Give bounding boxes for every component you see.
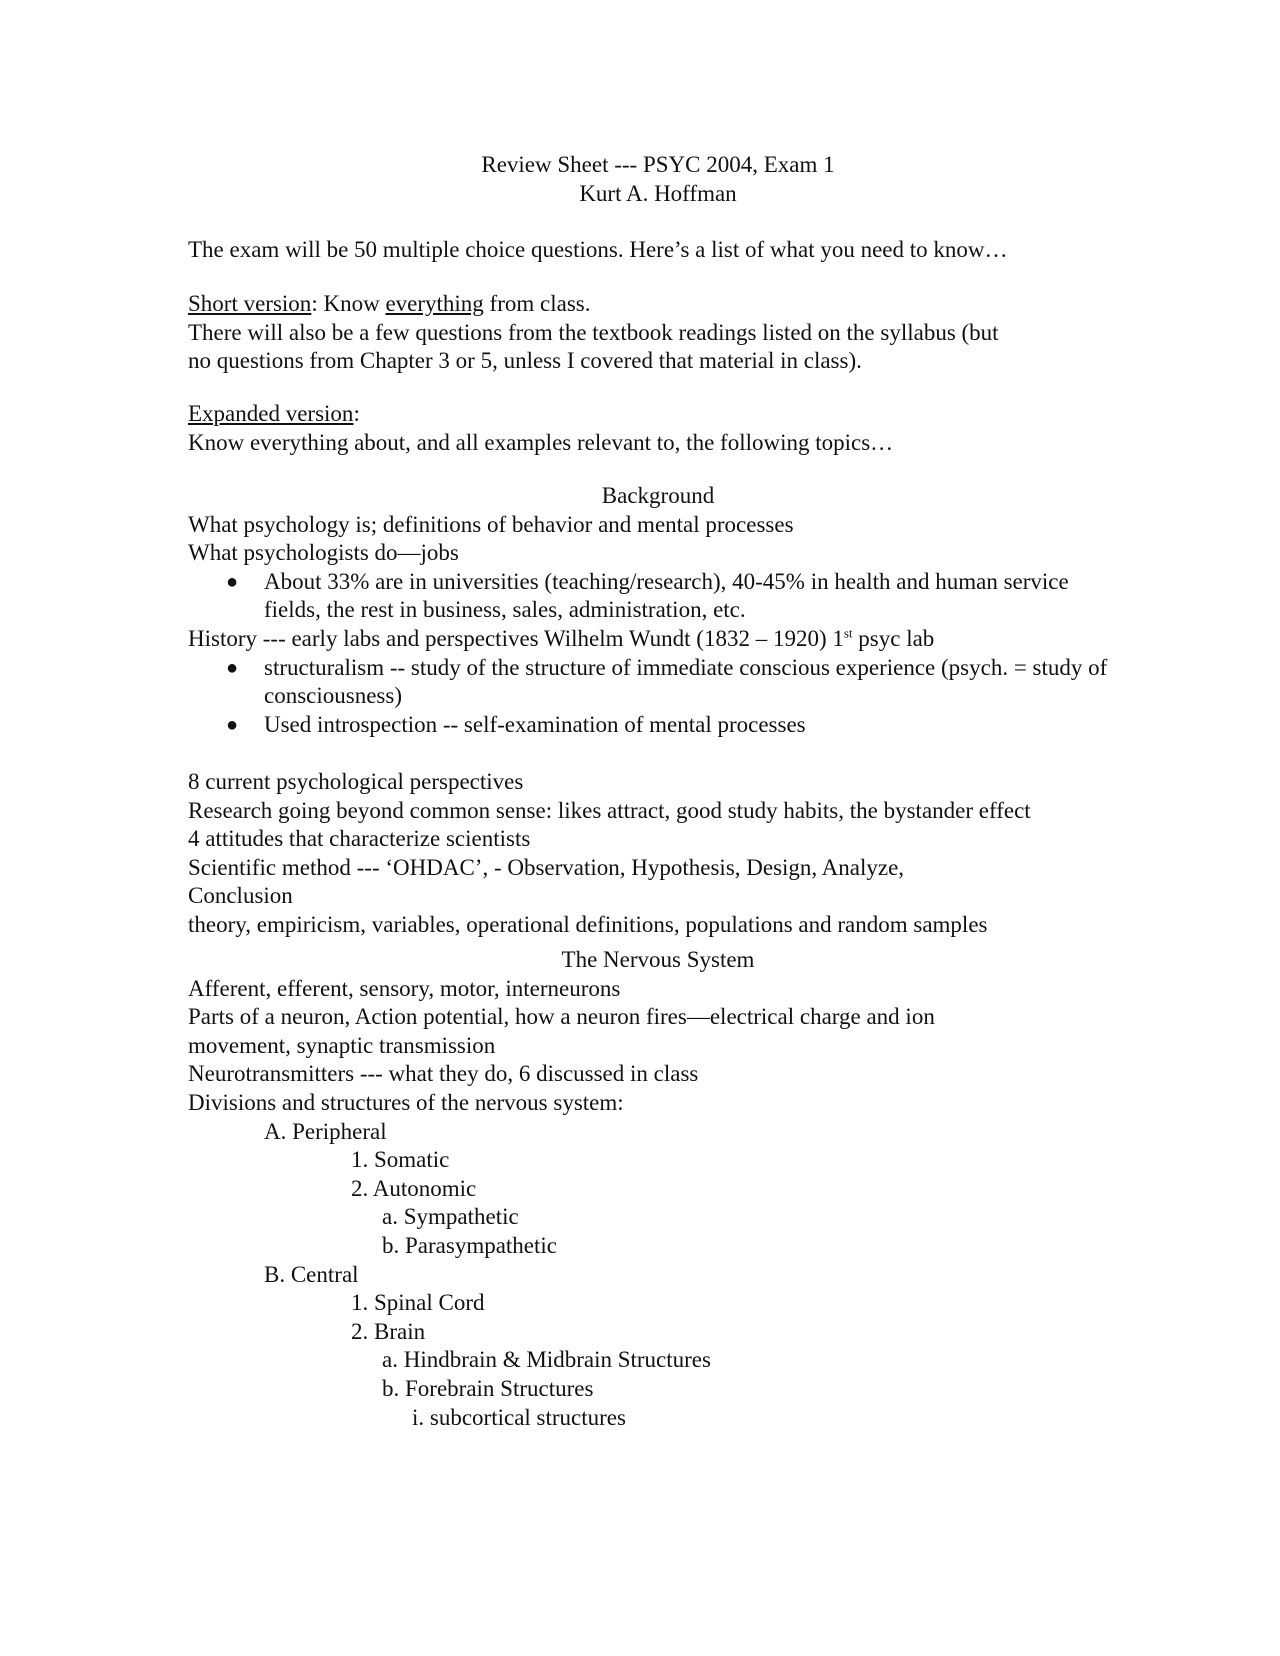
short-version-rest: from class. (483, 291, 591, 316)
outline-item: 1. Somatic (351, 1147, 450, 1173)
short-version-colon: : Know (311, 291, 386, 316)
expanded-version-label: Expanded version (188, 401, 354, 426)
background-section (188, 482, 1128, 940)
outline-item: 2. Autonomic (351, 1175, 477, 1201)
outline-item: a. Sympathetic (382, 1204, 519, 1230)
bullet-icon: ● (226, 713, 239, 736)
bullet-icon: ● (226, 656, 239, 679)
nervous-line-2: Parts of a neuron, Action potential, how a neuron fires—electrical charge and ion (188, 1004, 935, 1030)
background-heading: Background (601, 483, 715, 508)
outline-item: 2. Brain (351, 1318, 426, 1344)
bullet-icon: ● (226, 570, 239, 593)
outline-item: 1. Spinal Cord (351, 1290, 485, 1316)
expanded-version-section (188, 400, 1128, 457)
background-line-5: 4 attitudes that characterize scientists (188, 826, 531, 852)
short-version-section (188, 290, 1128, 376)
background-line-2: What psychologists do—jobs (188, 540, 459, 566)
nervous-line-4: Neurotransmitters --- what they do, 6 discussed in class (188, 1061, 699, 1087)
expanded-version-line (188, 400, 1128, 429)
expanded-version-line-2: Know everything about, and all examples relevant to, the following topics… (188, 429, 894, 455)
outline-item: A. Peripheral (264, 1118, 387, 1144)
document-title: Review Sheet --- PSYC 2004, Exam 1 (481, 152, 835, 177)
outline-item: i. subcortical structures (412, 1404, 626, 1430)
outline-item: b. Parasympathetic (382, 1232, 558, 1258)
bullet-text: About 33% are in universities (teaching/research), 40-45% in health and human service fields, the rest in business, sales, administration, etc. (264, 568, 1069, 623)
nervous-system-section (188, 946, 1128, 1432)
background-line-6: Scientific method --- ‘OHDAC’, - Observation, Hypothesis, Design, Analyze, (188, 854, 905, 880)
nervous-line-5: Divisions and structures of the nervous system: (188, 1089, 624, 1115)
list-item (188, 654, 1128, 711)
bullet-text: structuralism -- study of the structure of immediate conscious experience (psych. = study of consciousness) (264, 654, 1108, 709)
history-text: History --- early labs and perspectives Wilhelm Wundt (1832 – 1920) 1 (188, 625, 844, 651)
list-item (188, 711, 1128, 740)
nervous-line-1: Afferent, efferent, sensory, motor, interneurons (188, 975, 621, 1001)
background-line-1: What psychology is; definitions of behavior and mental processes (188, 511, 794, 537)
history-line (188, 625, 1128, 654)
background-line-7: Conclusion (188, 883, 293, 909)
outline-item: b. Forebrain Structures (382, 1375, 594, 1401)
expanded-version-colon: : (353, 401, 360, 426)
outline-item: a. Hindbrain & Midbrain Structures (382, 1347, 711, 1373)
short-version-label: Short version (188, 291, 312, 316)
document-header (188, 151, 1128, 208)
document-author: Kurt A. Hoffman (579, 180, 737, 206)
background-line-3: 8 current psychological perspectives (188, 768, 524, 794)
background-line-8: theory, empiricism, variables, operational definitions, populations and random samples (188, 911, 988, 937)
nervous-line-3: movement, synaptic transmission (188, 1032, 496, 1058)
list-item (188, 568, 1128, 625)
short-version-line-3: no questions from Chapter 3 or 5, unless I covered that material in class). (188, 348, 862, 374)
intro-text: The exam will be 50 multiple choice questions. Here’s a list of what you need to know… (188, 237, 1008, 262)
history-superscript: st (843, 625, 853, 641)
background-line-4: Research going beyond common sense: likes attract, good study habits, the bystander effect (188, 797, 1031, 823)
bullet-text: Used introspection -- self-examination of mental processes (264, 711, 806, 737)
short-version-emphasis: everything (385, 291, 484, 316)
history-suffix: psyc lab (852, 625, 935, 651)
spacer (188, 739, 1128, 768)
outline-item: B. Central (264, 1261, 359, 1287)
short-version-line (188, 290, 1128, 319)
short-version-line-2: There will also be a few questions from the textbook readings listed on the syllabus (but (188, 319, 999, 345)
nervous-system-heading: The Nervous System (561, 947, 755, 972)
intro-paragraph (188, 236, 1128, 265)
